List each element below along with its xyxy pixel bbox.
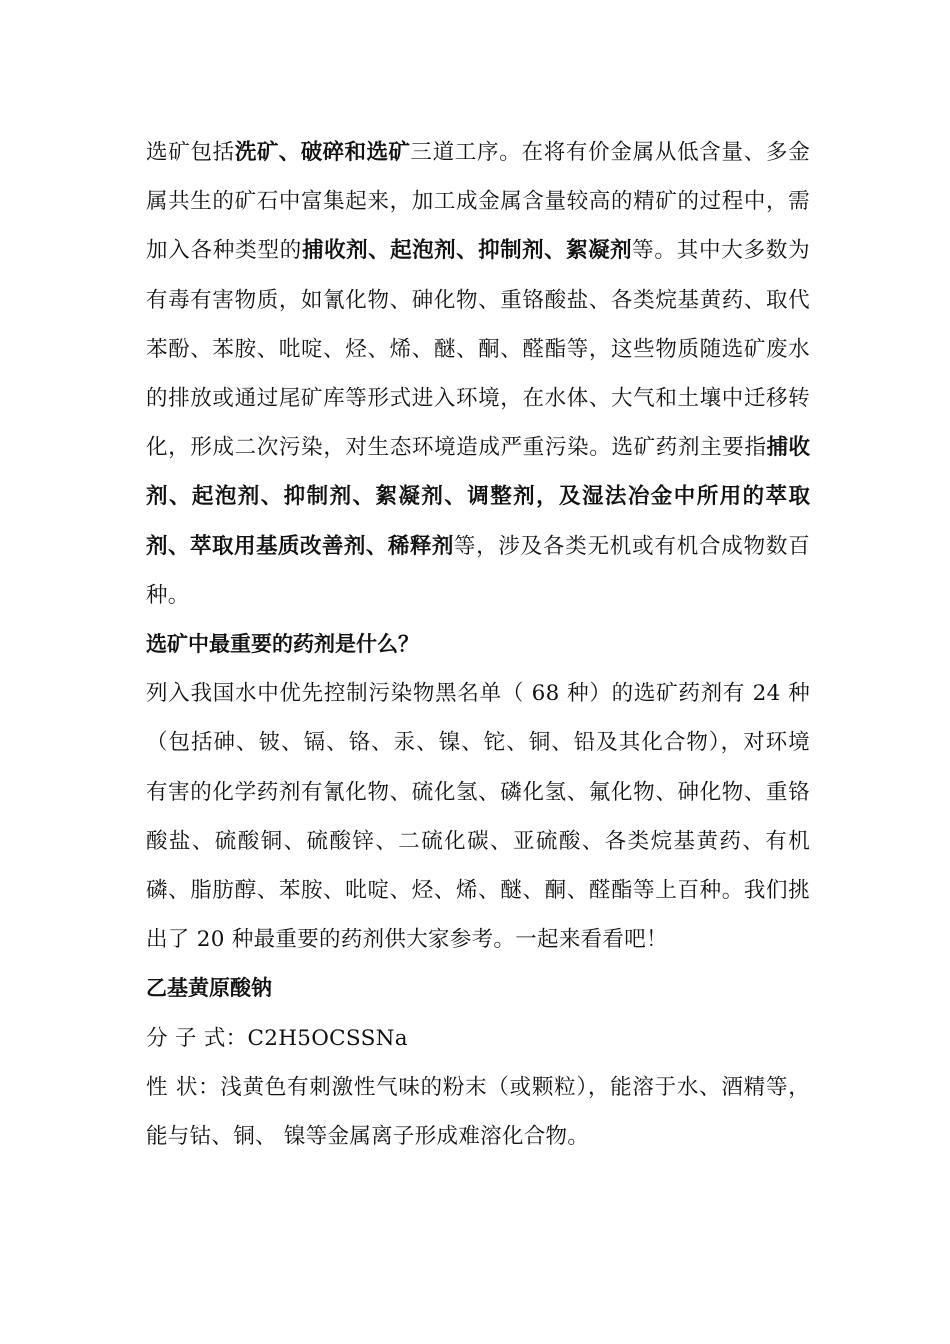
intro-text-3: 等。其中大多数为有毒有害物质，如氰化物、砷化物、重铬酸盐、各类烷基黄药、取代苯酚、苯胺、吡啶、烃、烯、醚、酮、醛酯等，这些物质随选矿废水的排放或通过尾矿库等形式进入环境，在水体、大气和土壤中迁移转化，形成二次污染，对生态环境造成严重污染。选矿药剂主要指 xyxy=(146,238,810,461)
intro-bold-1: 洗矿、破碎和选矿 xyxy=(234,140,411,165)
answer-paragraph: 列入我国水中优先控制污染物黑名单（ 68 种）的选矿药剂有 24 种（包括砷、铍、镉、铬、汞、镍、铊、铜、铅及其化合物），对环境有害的化学药剂有氰化物、硫化氢、磷化氢、氟化物、砷化物、重铬酸盐、硫酸铜、硫酸锌、二硫化碳、亚硫酸、各类烷基黄药、有机磷、脂肪醇、苯胺、吡啶、烃、烯、醚、酮、醛酯等上百种。我们挑出了 20 种最重要的药剂供大家参考。一起来看看吧！ xyxy=(146,681,810,953)
intro-text-2: 三道工序。在将有价金属从低含量、多金属共生的矿石中富集起来，加工成金属含量较高的精矿的过程中，需加入各种类型的 xyxy=(146,140,810,264)
intro-bold-3: 捕收剂、起泡剂、抑制剂、絮凝剂、调整剂，及湿法冶金中所用的萃取剂、萃取用基质改善剂、稀释剂 xyxy=(146,435,810,559)
property-label: 性 状： xyxy=(146,1074,221,1100)
property-value: 浅黄色有刺激性气味的粉末（或颗粒），能溶于水、酒精等，能与钴、铜、 镍等金属离子形成难溶化合物。 xyxy=(146,1074,810,1150)
property-row xyxy=(146,1063,810,1161)
document-body xyxy=(146,128,810,1161)
intro-text-4: 等，涉及各类无机或有机合成物数百种。 xyxy=(146,533,810,608)
intro-bold-2: 捕收剂、起泡剂、抑制剂、絮凝剂 xyxy=(302,238,633,264)
question-heading: 选矿中最重要的药剂是什么？ xyxy=(146,632,419,657)
formula-value: C2H5OCSSNa xyxy=(247,1025,408,1051)
formula-label: 分 子 式： xyxy=(146,1025,248,1051)
intro-paragraph xyxy=(146,128,810,620)
formula-row xyxy=(146,1014,810,1063)
reagent-heading: 乙基黄原酸钠 xyxy=(146,976,272,1001)
intro-text-1: 选矿包括 xyxy=(146,140,235,165)
